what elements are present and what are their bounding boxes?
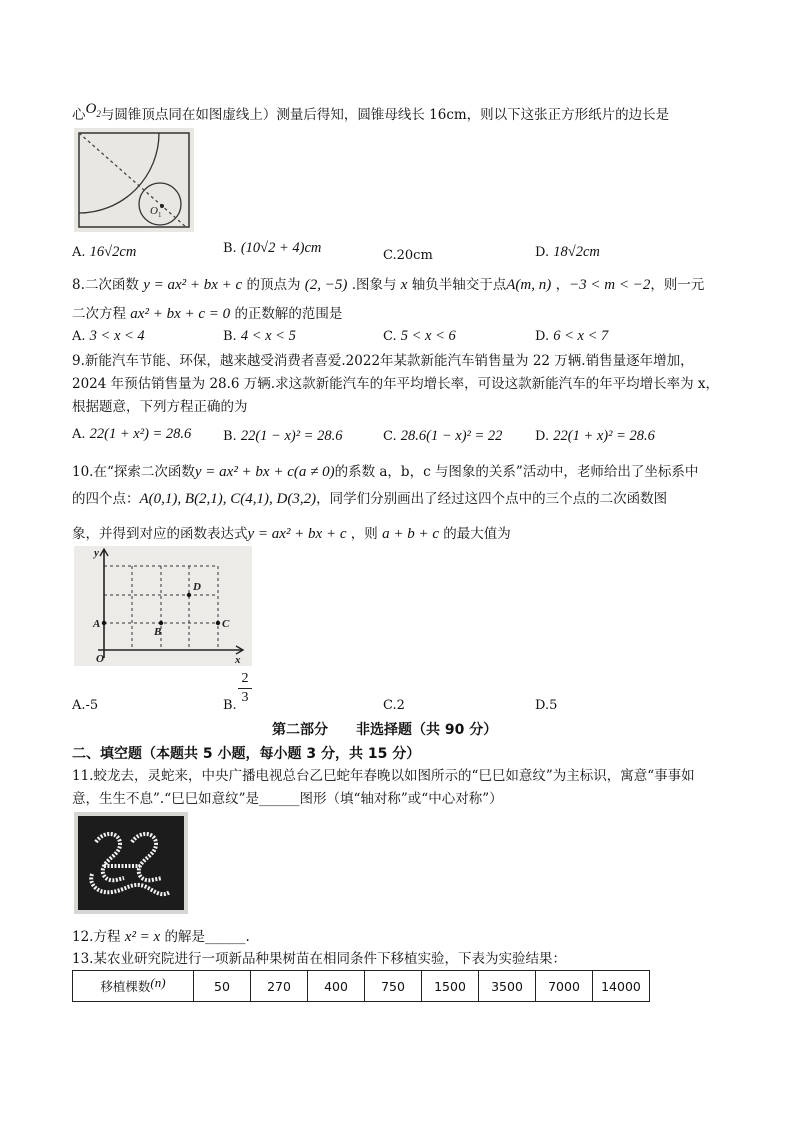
- q8-stem-line2: 二次方程 ax² + bx + c = 0 的正数解的范围是: [72, 306, 343, 322]
- table-cell: 1500: [422, 971, 479, 1002]
- q12-stem: 12.方程 x² = x 的解是______.: [72, 929, 250, 945]
- q8-option-c[interactable]: C. 5 < x < 6: [383, 328, 456, 344]
- q9-option-b[interactable]: B. 22(1 − x)² = 28.6: [223, 428, 343, 444]
- q10-stem-line3: 象，并得到对应的函数表达式y = ax² + bx + c ，则 a + b + c 的最大值为: [72, 526, 511, 542]
- q8-stem-line1: 8.二次函数 y = ax² + bx + c 的顶点为 (2, −5) .图象与 x 轴负半轴交于点A(m, n) ，−3 < m < −2，则一元: [72, 277, 705, 293]
- table-cell: 50: [194, 971, 251, 1002]
- q10-option-c[interactable]: C.2: [383, 698, 405, 713]
- q9-stem-line1: 9.新能汽车节能、环保，越来越受消费者喜爱.2022年某款新能汽车销售量为 22 万辆.销售量逐年增加，: [72, 353, 694, 369]
- q8-option-d[interactable]: D. 6 < x < 7: [535, 328, 609, 344]
- fraction-numerator: 2: [241, 671, 249, 686]
- q7-option-c[interactable]: C.20cm: [383, 248, 433, 263]
- table-cell: 14000: [593, 971, 650, 1002]
- q7-stem: 心$O_2$与圆锥顶点同在如图虚线上）测量后得知，圆锥母线长 16cm，则以下这张正方形纸片的边长是: [72, 101, 670, 123]
- sisi-ruyi-pattern-image: [74, 812, 188, 914]
- point-a-label: A: [93, 618, 101, 630]
- point-c-label: C: [222, 618, 230, 630]
- origin-label: O: [96, 653, 104, 665]
- point-b-label: B: [154, 626, 162, 638]
- q9-stem-line2: 2024 年预估销售量为 28.6 万辆.求这款新能汽车的年平均增长率，可设这款新能汽车的年平均增长率为 x，: [72, 376, 719, 392]
- q10-stem-line2: 的四个点：A(0,1), B(2,1), C(4,1), D(3,2)，同学们分别画出了经过这四个点中的三个点的二次函数图: [72, 491, 668, 507]
- part2-title: 第二部分 非选择题（共 90 分）: [272, 722, 498, 738]
- q10-option-a[interactable]: A.-5: [72, 698, 99, 713]
- table-cell: 750: [365, 971, 422, 1002]
- q9-option-a[interactable]: A. 22(1 + x²) = 28.6: [72, 426, 192, 442]
- coordinate-figure: [74, 546, 252, 666]
- table-cell: 7000: [536, 971, 593, 1002]
- q9-option-c[interactable]: C. 28.6(1 − x)² = 22: [383, 428, 503, 444]
- cone-paper-figure: [74, 128, 194, 232]
- table-cell: 270: [251, 971, 308, 1002]
- x-axis-label: x: [235, 654, 241, 666]
- fraction-denominator: 3: [238, 688, 252, 707]
- point-d-label: D: [193, 581, 201, 593]
- y-axis-label: y: [94, 547, 99, 559]
- q8-option-a[interactable]: A. 3 < x < 4: [72, 328, 145, 344]
- o1-label: O: [150, 205, 158, 217]
- q8-option-b[interactable]: B. 4 < x < 5: [223, 328, 296, 344]
- q13-data-table: [72, 970, 650, 1002]
- table-row: [73, 971, 650, 1002]
- q7-option-a[interactable]: A. 16√2cm: [72, 244, 137, 260]
- q7-option-b[interactable]: B. (10√2 + 4)cm: [223, 240, 322, 256]
- q13-stem: 13.某农业研究院进行一项新品种果树苗在相同条件下移植实验，下表为实验结果：: [72, 951, 566, 967]
- q11-stem-line1: 11.蛟龙去，灵蛇来，中央广播电视总台乙巳蛇年春晚以如图所示的“巳巳如意纹”为主标识，寓意“事事如: [72, 768, 695, 784]
- q10-stem-line1: 10.在“探索二次函数y = ax² + bx + c(a ≠ 0)的系数 a，b，c 与图象的关系”活动中，老师给出了坐标系中: [72, 464, 699, 480]
- q10-option-b[interactable]: B.: [223, 698, 237, 713]
- o2-symbol: $O_2$: [85, 101, 101, 119]
- q10-option-d[interactable]: D.5: [535, 698, 558, 713]
- q11-stem-line2: 意，生生不息”.“巳巳如意纹”是______图形（填“轴对称”或“中心对称”）: [72, 791, 503, 807]
- q10-option-b-fraction: [238, 670, 252, 707]
- q7-option-d[interactable]: D. 18√2cm: [535, 244, 600, 260]
- table-cell: 400: [308, 971, 365, 1002]
- table-cell: 3500: [479, 971, 536, 1002]
- svg-text:1: 1: [158, 211, 162, 219]
- section-heading: 二、填空题（本题共 5 小题，每小题 3 分，共 15 分）: [72, 746, 421, 762]
- q9-option-d[interactable]: D. 22(1 + x)² = 28.6: [535, 428, 655, 444]
- table-header-cell: 移植棵数(n): [73, 971, 194, 1002]
- q9-stem-line3: 根据题意，下列方程正确的为: [72, 399, 248, 415]
